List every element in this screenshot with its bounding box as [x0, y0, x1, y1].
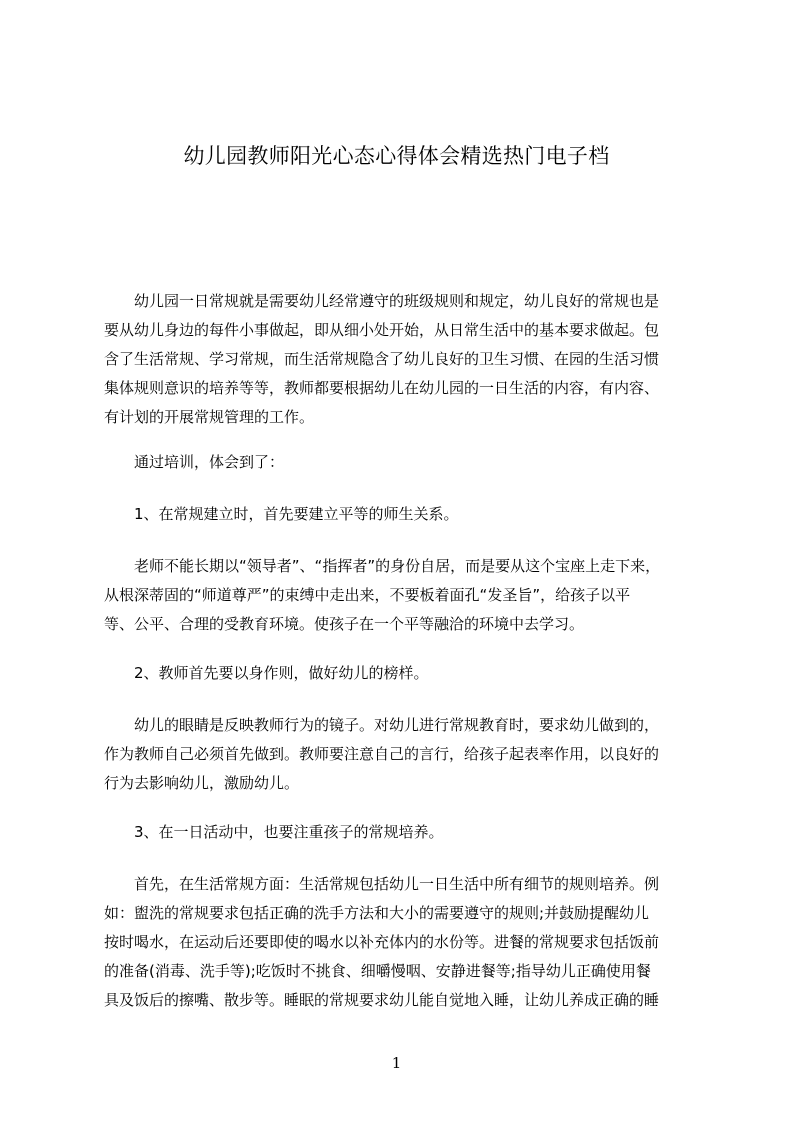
text-line: 老师不能长期以“领导者”、“指挥者”的身份自居，而是要从这个宝座上走下来， — [104, 557, 661, 575]
text-line: 等、公平、合理的受教育环境。使孩子在一个平等融洽的环境中去学习。 — [104, 615, 585, 633]
text-line: 2、教师首先要以身作则，做好幼儿的榜样。 — [104, 664, 429, 682]
paragraph-role-model — [104, 711, 704, 798]
paragraph-training — [104, 448, 704, 477]
paragraph-point-2 — [104, 659, 704, 688]
paragraph-routine-intro — [104, 287, 704, 432]
text-line: 集体规则意识的培养等等，教师都要根据幼儿在幼儿园的一日生活的内容，有内容、 — [104, 379, 660, 397]
text-line: 通过培训，体会到了： — [104, 453, 285, 471]
text-line: 如：盥洗的常规要求包括正确的洗手方法和大小的需要遵守的规则;并鼓励提醒幼儿 — [104, 904, 650, 922]
document-title: 幼儿园教师阳光心态心得体会精选热门电子档 — [183, 144, 610, 168]
text-line: 1、在常规建立时，首先要建立平等的师生关系。 — [104, 505, 459, 523]
text-line: 要从幼儿身边的每件小事做起，即从细小处开始，从日常生活中的基本要求做起。包 — [104, 321, 660, 339]
paragraph-point-3 — [104, 818, 704, 847]
text-line: 的准备(消毒、洗手等);吃饭时不挑食、细嚼慢咽、安静进餐等;指导幼儿正确使用餐 — [104, 962, 651, 980]
paragraph-life-routine — [104, 870, 704, 1015]
text-line: 有计划的开展常规管理的工作。 — [104, 408, 315, 426]
text-line: 作为教师自己必须首先做到。教师要注意自己的言行，给孩子起表率作用，以良好的 — [104, 745, 660, 763]
text-line: 幼儿园一日常规就是需要幼儿经常遵守的班级规则和规定，幼儿良好的常规也是 — [104, 292, 660, 310]
text-line: 从根深蒂固的“师道尊严”的束缚中走出来，不要板着面孔“发圣旨”，给孩子以平 — [104, 586, 631, 604]
text-line: 首先，在生活常规方面：生活常规包括幼儿一日生活中所有细节的规则培养。例 — [104, 875, 660, 893]
paragraph-equal-relationship — [104, 552, 704, 639]
text-line: 具及饭后的擦嘴、散步等。睡眠的常规要求幼儿能自觉地入睡，让幼儿养成正确的睡 — [104, 991, 660, 1009]
text-line: 按时喝水，在运动后还要即使的喝水以补充体内的水份等。进餐的常规要求包括饭前 — [104, 933, 660, 951]
text-line: 行为去影响幼儿，激励幼儿。 — [104, 774, 300, 792]
text-line: 含了生活常规、学习常规，而生活常规隐含了幼儿良好的卫生习惯、在园的生活习惯 — [104, 350, 660, 368]
text-line: 幼儿的眼睛是反映教师行为的镜子。对幼儿进行常规教育时，要求幼儿做到的， — [104, 716, 660, 734]
page-number: 1 — [391, 1054, 402, 1072]
text-line: 3、在一日活动中，也要注重孩子的常规培养。 — [104, 823, 444, 841]
paragraph-point-1 — [104, 500, 704, 529]
